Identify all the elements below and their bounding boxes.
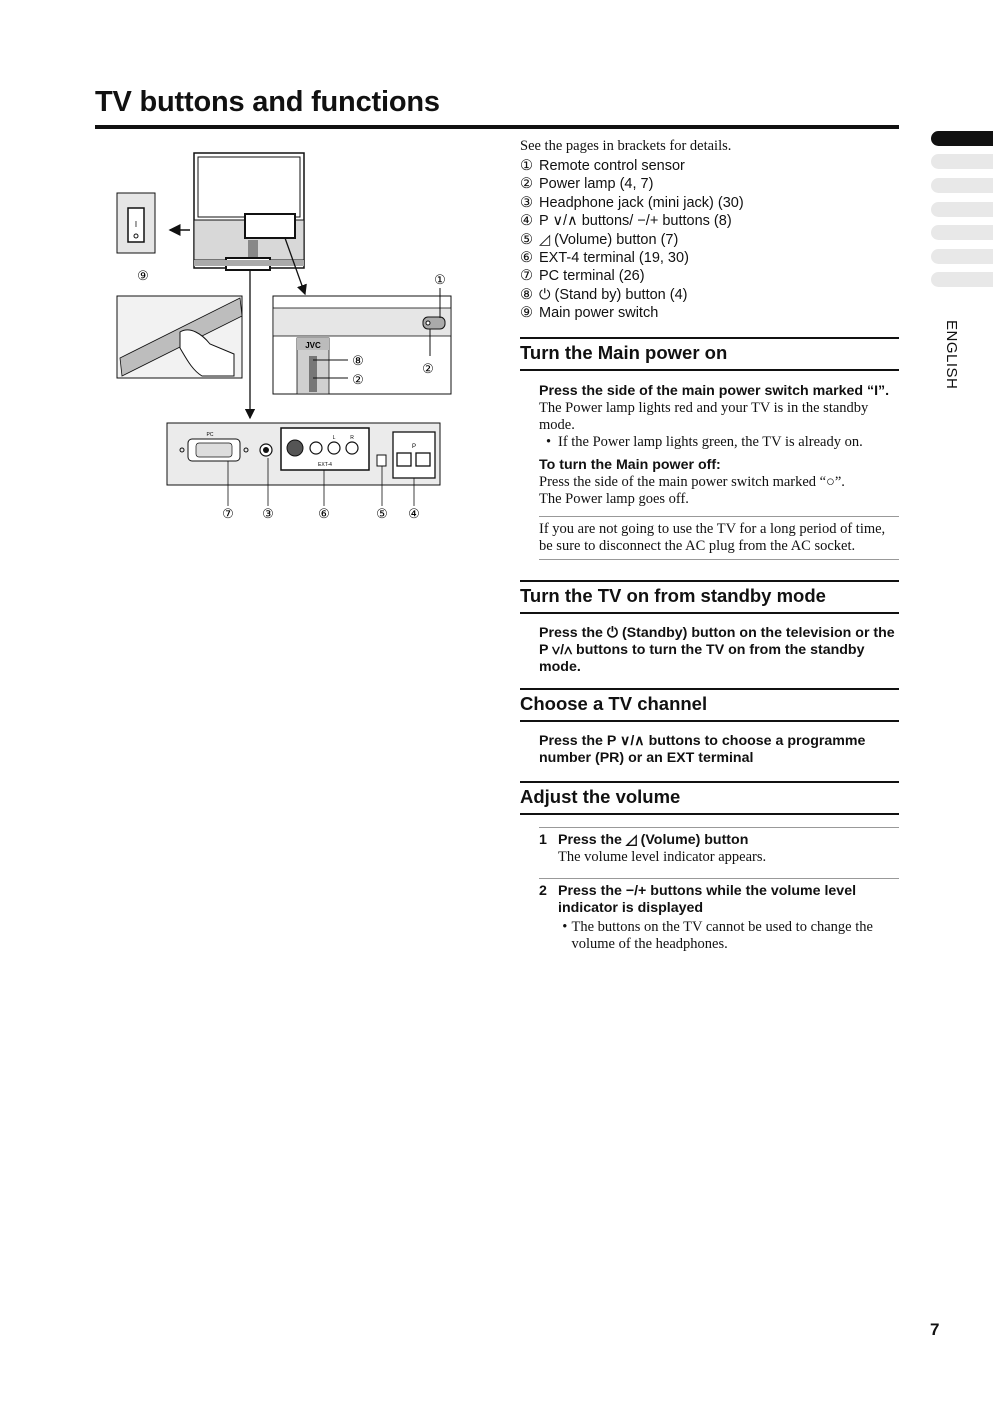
list-item: ② Power lamp (4, 7): [520, 176, 654, 193]
tv-diagram: [110, 148, 470, 528]
standby-instruction: Press the ⏻ (Standby) button on the television or the P ∨/∧ buttons to turn the TV on from the standby mode.: [539, 624, 895, 675]
list-item: ⑤ ◿ (Volume) button (7): [520, 231, 679, 248]
callout-4: ④: [408, 506, 420, 521]
tv-front-illustration: [194, 153, 304, 270]
note-text: If you are not going to use the TV for a long period of time, be sure to disconnect the AC plug from the AC socket.: [539, 520, 886, 554]
callout-9: ⑨: [137, 268, 149, 283]
main-power-off-line1: Press the side of the main power switch marked “○”.: [539, 473, 845, 490]
section-heading-volume: Adjust the volume: [520, 781, 899, 815]
side-tab: [931, 154, 993, 169]
pc-label: PC: [206, 432, 214, 438]
content-column: [520, 138, 899, 953]
main-power-bullet: • If the Power lamp lights green, the TV is already on.: [545, 433, 863, 450]
callout-6: ⑥: [318, 506, 330, 521]
section-heading-main-power: Turn the Main power on: [520, 337, 899, 371]
channel-instruction: Press the P ∨/∧ buttons to choose a programme number (PR) or an EXT terminal: [539, 732, 866, 766]
list-item: ④ P ∨/∧ buttons/ −/+ buttons (8): [520, 213, 732, 230]
callout-8: ⑧: [352, 353, 364, 368]
p-label: P: [411, 444, 417, 450]
side-tab: [931, 249, 993, 264]
finger-press-illustration: [117, 296, 242, 378]
side-tab: [931, 178, 993, 193]
section-heading-channel: Choose a TV channel: [520, 688, 899, 722]
terminal-panel: [167, 423, 440, 485]
list-item: ⑨ Main power switch: [520, 305, 659, 322]
callout-2a: ②: [352, 372, 364, 387]
callout-1: ①: [434, 272, 446, 287]
list-item: ① Remote control sensor: [520, 158, 685, 174]
side-tab: [931, 272, 993, 287]
list-item: ⑦ PC terminal (26): [520, 268, 645, 285]
l-label: L: [332, 435, 336, 441]
side-tab: [931, 202, 993, 217]
language-label: ENGLISH: [943, 320, 960, 390]
volume-step-2: 2 Press the −/+ buttons while the volume level indicator is displayed • The buttons on the TV cannot be used to change the volume of the headphones.: [539, 878, 899, 953]
title-rule: [95, 125, 899, 129]
callout-2b: ②: [422, 361, 434, 376]
intro-text: See the pages in brackets for details.: [520, 138, 732, 154]
list-item: ⑧ ⏻ (Stand by) button (4): [520, 286, 688, 303]
main-power-result: The Power lamp lights red and your TV is in the standby mode.: [539, 399, 869, 433]
note-box: [539, 516, 899, 560]
list-item: ⑥ EXT-4 terminal (19, 30): [520, 250, 689, 267]
page-title: TV buttons and functions: [95, 86, 440, 118]
main-power-off-heading: To turn the Main power off:: [539, 456, 721, 473]
section-heading-standby: Turn the TV on from standby mode: [520, 580, 899, 614]
volume-step-1: 1 Press the ◿ (Volume) button The volume level indicator appears.: [539, 827, 899, 866]
callout-5: ⑤: [376, 506, 388, 521]
page-number: 7: [930, 1320, 940, 1339]
callout-3: ③: [262, 506, 274, 521]
jvc-logo: JVC: [305, 341, 321, 350]
main-power-instruction: Press the side of the main power switch marked “I”.: [539, 382, 890, 399]
list-item: ③ Headphone jack (mini jack) (30): [520, 194, 744, 211]
power-switch-illustration: [117, 193, 190, 253]
callout-7: ⑦: [222, 506, 234, 521]
main-power-off-line2: The Power lamp goes off.: [539, 490, 689, 507]
ext-label: EXT-4: [318, 462, 332, 468]
parts-list: [520, 157, 899, 323]
r-label: R: [350, 435, 354, 441]
side-tab-active: [931, 131, 993, 146]
switch-mark: I: [134, 220, 138, 229]
side-tab: [931, 225, 993, 240]
